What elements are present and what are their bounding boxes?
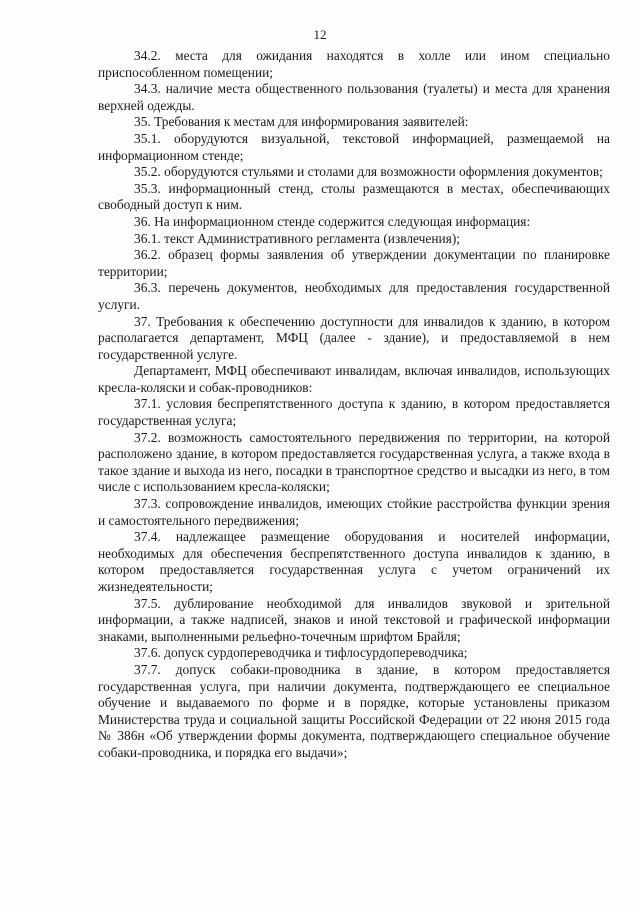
paragraph-37-3: 37.3. сопровождение инвалидов, имеющих стойкие расстройства функции зрения и самостоятельного передвижения; [98, 496, 610, 528]
paragraph-36: 36. На информационном стенде содержится следующая информация: [134, 213, 531, 229]
paragraph-37-6: 37.6. допуск сурдопереводчика и тифлосурдопереводчика; [134, 645, 468, 661]
paragraph-35-2: 35.2. оборудуются стульями и столами для возможности оформления документов; [134, 164, 603, 180]
page-number: 12 [313, 27, 327, 42]
paragraph-34-2: 34.2. места для ожидания находятся в холле или ином специально приспособленном помещении; [98, 48, 610, 80]
paragraph-35-1: 35.1. оборудуются визуальной, текстовой информацией, размещаемой на информационном стенде; [98, 130, 610, 163]
paragraph-37-7: 37.7. допуск собаки-проводника в здание, в котором предоставляется государственная услуга, при наличии документа, подтверждающего ее специальное обучение и выдаваемого по форме и в порядке, которые установлены приказом Министерства труда и социальной защиты Российской Федерации от 22 июня 2015 года № 386н «Об утверждении формы документа, подтверждающего специальное обучение собаки-проводника, и порядка его выдачи»; [98, 661, 610, 760]
paragraph-35-3: 35.3. информационный стенд, столы размещаются в местах, обеспечивающих свободный доступ к ним. [98, 180, 610, 213]
paragraph-37-4: 37.4. надлежащее размещение оборудования и носителей информации, необходимых для обеспечения беспрепятственного доступа инвалидов к зданию, в котором предоставляется государственная услуга с учетом ограничений их жизнедеятельности; [98, 529, 610, 594]
paragraph-36-3: 36.3. перечень документов, необходимых для предоставления государственной услуги. [98, 280, 610, 312]
paragraph-34-3: 34.3. наличие места общественного пользования (туалеты) и места для хранения верхней одежды. [98, 81, 610, 113]
paragraph-36-2: 36.2. образец формы заявления об утверждении документации по планировке территории; [98, 247, 610, 279]
paragraph-36-1: 36.1. текст Административного регламента (извлечения); [134, 230, 461, 246]
paragraph-35: 35. Требования к местам для информирования заявителей: [134, 114, 469, 130]
paragraph-department: Департамент, МФЦ обеспечивают инвалидам, включая инвалидов, использующих кресла-коляски и собак-проводников: [98, 363, 610, 395]
paragraph-37-1: 37.1. условия беспрепятственного доступа к зданию, в котором предоставляется государственная услуга; [98, 396, 610, 429]
document-body [98, 48, 610, 762]
paragraph-37-5: 37.5. дублирование необходимой для инвалидов звуковой и зрительной информации, а также надписей, знаков и иной текстовой и графической информации знаками, выполненными рельефно-точечным шрифтом Брайля; [98, 595, 610, 644]
paragraph-37-2: 37.2. возможность самостоятельного передвижения по территории, на которой расположено здание, в котором предоставляется государственная услуга, а также входа в такое здание и выхода из него, посадки в транспортное средство и высадки из него, в том числе с использованием кресла-коляски; [98, 429, 610, 495]
paragraph-37: 37. Требования к обеспечению доступности для инвалидов к зданию, в котором располагается департамент, МФЦ (далее - здание), и предоставляемой в нем государственной услуге. [98, 313, 610, 362]
